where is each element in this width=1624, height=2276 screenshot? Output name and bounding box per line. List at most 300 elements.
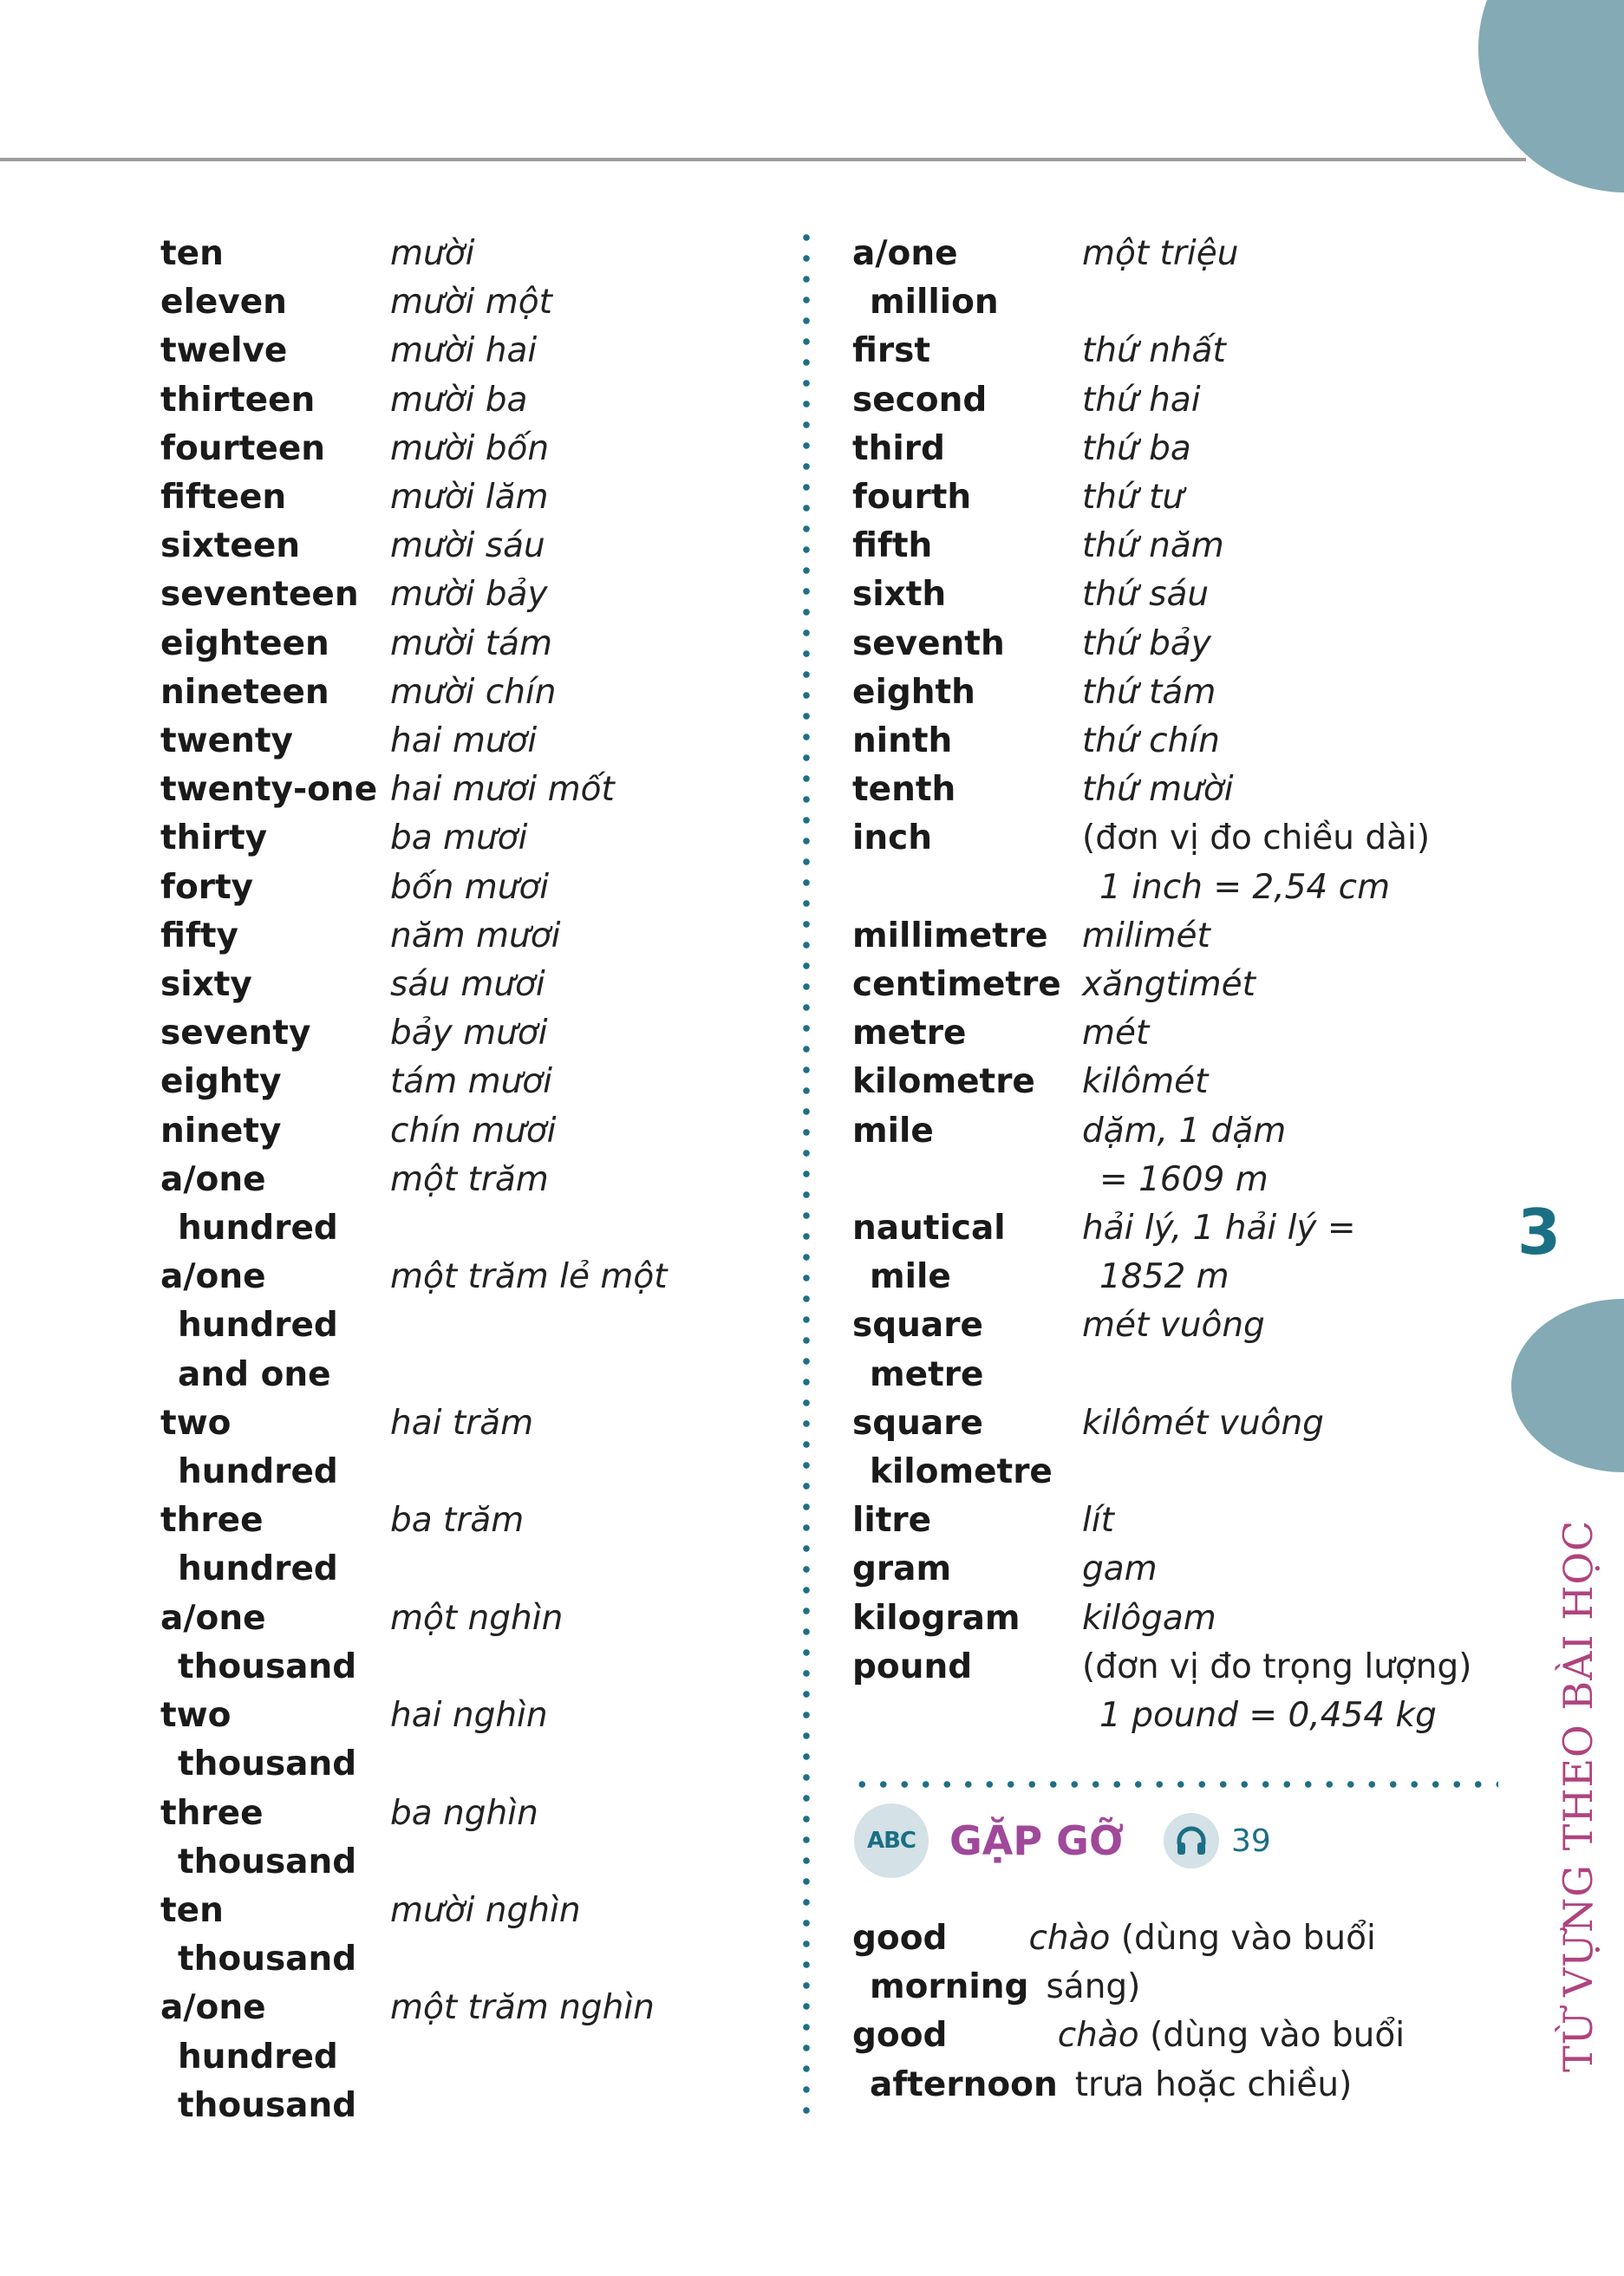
- english-term-line: a/one: [160, 1988, 266, 2028]
- english-term: [160, 230, 390, 278]
- column-divider: [803, 227, 810, 2122]
- vocab-entry: [160, 717, 767, 766]
- english-term-line: forty: [160, 867, 254, 907]
- english-term-line: ninety: [160, 1111, 282, 1151]
- vietnamese-translation: [1082, 425, 1191, 473]
- vietnamese-line: hai trăm: [390, 1403, 534, 1443]
- english-term-line: mile: [852, 1111, 934, 1151]
- vocab-entry: [852, 961, 1477, 1009]
- english-term-line: a/one: [160, 1257, 266, 1297]
- english-term: [160, 376, 390, 425]
- corner-decoration-circle: [1478, 0, 1624, 192]
- section-header: [854, 1803, 1271, 1878]
- vietnamese-line: kilômét: [1082, 1062, 1209, 1102]
- vietnamese-line: dặm, 1 dặm: [1082, 1111, 1287, 1151]
- english-term-line: seventy: [160, 1014, 311, 1053]
- vietnamese-translation: [390, 522, 545, 571]
- english-term-line: nautical: [852, 1209, 1006, 1249]
- english-term-line: thirty: [160, 818, 268, 858]
- english-term-line: second: [852, 380, 988, 420]
- abc-badge-icon: ABC: [854, 1803, 929, 1878]
- vocab-entry: [160, 1790, 767, 1887]
- english-term: [852, 327, 1082, 375]
- english-term: [852, 1545, 1082, 1594]
- english-term: [852, 717, 1082, 766]
- greeting-entry: [852, 2012, 1477, 2109]
- english-term-line: thirteen: [160, 380, 316, 420]
- vietnamese-line: thứ hai: [1082, 380, 1201, 420]
- vietnamese-translation: [390, 1253, 668, 1301]
- vocab-entry: [160, 1887, 767, 1984]
- vietnamese-translation: [1082, 522, 1224, 571]
- vietnamese-translation: [1058, 2012, 1405, 2109]
- english-term-line: eighth: [852, 672, 975, 712]
- vietnamese-translation: [1082, 1301, 1265, 1350]
- english-term: [160, 864, 390, 912]
- vietnamese-line: mười sáu: [390, 526, 545, 566]
- vietnamese-note: (dùng vào buổi: [1120, 1919, 1376, 1958]
- vocab-entry: [852, 912, 1477, 961]
- english-term: [852, 814, 1082, 863]
- english-term: [852, 1301, 1082, 1399]
- vietnamese-line: mười một: [390, 283, 552, 323]
- audio-track-number: 39: [1231, 1823, 1271, 1859]
- english-term: [160, 814, 390, 863]
- vietnamese-translation: [1082, 1643, 1471, 1740]
- english-term: [852, 1009, 1082, 1058]
- vietnamese-line: mười lăm: [390, 478, 549, 518]
- english-term-line: a/one: [160, 1159, 266, 1199]
- vietnamese-line: mét vuông: [1082, 1306, 1265, 1346]
- vietnamese-note: trưa hoặc chiều): [1074, 2064, 1353, 2104]
- vocab-entry: [160, 814, 767, 863]
- vietnamese-translation: [1082, 1107, 1286, 1204]
- english-term-line: ten: [160, 1890, 224, 1930]
- english-term-line: centimetre: [852, 965, 1061, 1005]
- english-term-line: mile: [870, 1257, 951, 1297]
- english-term-line: eighty: [160, 1062, 282, 1102]
- vocab-entry: [852, 522, 1477, 571]
- vocab-entry: [160, 1984, 767, 2130]
- vietnamese-translation: [390, 1156, 549, 1204]
- vietnamese-translation: [1082, 717, 1220, 766]
- english-term-line: hundred: [178, 2037, 338, 2077]
- vocab-entry: [852, 717, 1477, 766]
- vietnamese-translation: [1082, 620, 1211, 668]
- vietnamese-line: một trăm: [390, 1159, 549, 1199]
- english-term-line: litre: [852, 1501, 932, 1541]
- english-term-line: three: [160, 1501, 264, 1541]
- english-term-line: seventh: [852, 623, 1005, 663]
- english-term-line: seventeen: [160, 575, 359, 615]
- vietnamese-line: mười bốn: [390, 428, 550, 468]
- vocab-entry: [160, 1595, 767, 1692]
- english-term-line: and one: [178, 1354, 331, 1394]
- vietnamese-translation: [1082, 961, 1256, 1009]
- vocab-entry: [160, 1399, 767, 1497]
- vietnamese-translation: [390, 961, 545, 1009]
- english-term: [852, 376, 1082, 425]
- vietnamese-line: một trăm nghìn: [390, 1988, 655, 2028]
- vietnamese-lead: chào: [1057, 2016, 1139, 2056]
- vocab-entry: [160, 1497, 767, 1594]
- english-term-line: twenty-one: [160, 770, 378, 810]
- section-divider: [851, 1781, 1498, 1788]
- english-term: [160, 1399, 390, 1497]
- vocab-entry: [160, 278, 767, 327]
- vietnamese-line: mười hai: [390, 331, 538, 371]
- vocab-entry: [852, 1643, 1477, 1740]
- english-term: [852, 1107, 1082, 1156]
- english-term: [160, 668, 390, 717]
- vietnamese-line: bốn mươi: [390, 867, 550, 907]
- header-rule: [0, 158, 1526, 161]
- vocab-entry: [160, 1156, 767, 1253]
- vietnamese-line: mười nghìn: [390, 1890, 581, 1930]
- english-term-line: two: [160, 1403, 232, 1443]
- english-term-line: kilogram: [852, 1598, 1021, 1638]
- vocab-entry: [852, 473, 1477, 522]
- english-term-line: eleven: [160, 283, 287, 323]
- english-term: [852, 2012, 1058, 2109]
- vietnamese-translation: [390, 1692, 548, 1740]
- vocab-entry: [160, 961, 767, 1009]
- vocab-entry: [160, 376, 767, 425]
- vocab-entry: [852, 766, 1477, 814]
- vietnamese-translation: [1082, 1497, 1114, 1545]
- vietnamese-translation: [1082, 1545, 1158, 1594]
- english-term: [160, 717, 390, 766]
- english-term-line: ten: [160, 234, 224, 273]
- english-term: [852, 1399, 1082, 1497]
- vietnamese-line: kilômét vuông: [1082, 1403, 1324, 1443]
- english-term-line: first: [852, 331, 930, 371]
- english-term: [160, 620, 390, 668]
- vietnamese-line: thứ sáu: [1082, 575, 1210, 615]
- vietnamese-translation: [1082, 1009, 1149, 1058]
- english-term-line: sixteen: [160, 526, 301, 566]
- vietnamese-lead: chào: [1028, 1919, 1111, 1958]
- english-term: [160, 522, 390, 571]
- chapter-number: 3: [1517, 1196, 1562, 1268]
- vocab-entry: [852, 668, 1477, 717]
- english-term: [160, 1107, 390, 1156]
- english-term: [160, 1887, 390, 1984]
- vocab-entry: [852, 620, 1477, 668]
- vietnamese-translation: [1082, 766, 1234, 814]
- vietnamese-line: mười tám: [390, 623, 552, 663]
- vietnamese-line: sáu mươi: [390, 965, 545, 1005]
- vietnamese-line: thứ năm: [1082, 526, 1224, 566]
- english-term-line: thousand: [178, 2085, 357, 2125]
- english-term: [160, 425, 390, 473]
- english-term: [160, 1009, 390, 1058]
- english-term-line: fifth: [852, 526, 933, 566]
- vietnamese-line: một trăm lẻ một: [390, 1257, 668, 1297]
- english-term-line: fourteen: [160, 428, 326, 468]
- english-term-line: thousand: [178, 1647, 357, 1686]
- headphones-icon[interactable]: [1164, 1813, 1219, 1868]
- english-term: [852, 522, 1082, 571]
- english-term-line: metre: [870, 1354, 984, 1394]
- english-term-line: fifteen: [160, 478, 287, 518]
- vocab-entry: [160, 1253, 767, 1399]
- vietnamese-line: thứ chín: [1082, 721, 1220, 761]
- vietnamese-line: mười chín: [390, 672, 557, 712]
- vietnamese-translation: [1082, 571, 1209, 619]
- vietnamese-translation: [390, 1887, 581, 1935]
- vietnamese-translation: [390, 327, 537, 375]
- vietnamese-line: hai mươi: [390, 721, 538, 761]
- vietnamese-line: 1852 m: [1099, 1257, 1229, 1297]
- vocab-entry: [852, 1204, 1477, 1301]
- section-title: GẶP GỠ: [949, 1817, 1125, 1864]
- vocab-entry: [852, 571, 1477, 619]
- vietnamese-line: thứ ba: [1082, 428, 1191, 468]
- vocab-entry: [852, 327, 1477, 375]
- english-term: [160, 1253, 390, 1399]
- english-term-line: fourth: [852, 478, 972, 518]
- english-term-line: millimetre: [852, 916, 1048, 955]
- vietnamese-translation: [390, 912, 560, 961]
- vietnamese-translation: [390, 864, 549, 912]
- vietnamese-line: gam: [1082, 1549, 1158, 1589]
- english-term: [852, 1497, 1082, 1545]
- vietnamese-note: sáng): [1046, 1967, 1141, 2007]
- english-term: [160, 766, 390, 814]
- vietnamese-line: thứ nhất: [1082, 331, 1226, 371]
- vocab-entry: [160, 766, 767, 814]
- vietnamese-translation: [1082, 230, 1238, 278]
- vietnamese-translation: [390, 1790, 538, 1838]
- english-term: [852, 1204, 1082, 1301]
- english-term-line: kilometre: [852, 1062, 1035, 1102]
- vietnamese-translation: [1082, 1058, 1208, 1106]
- english-term-line: hundred: [178, 1209, 338, 1249]
- english-term-line: gram: [852, 1549, 952, 1589]
- english-term-line: good: [852, 1919, 948, 1958]
- english-term-line: three: [160, 1793, 264, 1833]
- english-term: [160, 1595, 390, 1692]
- vietnamese-line: kilôgam: [1082, 1598, 1216, 1638]
- english-term-line: hundred: [178, 1549, 338, 1589]
- vocab-entry: [852, 1497, 1477, 1545]
- english-term-line: square: [852, 1403, 983, 1443]
- vietnamese-line: mét: [1082, 1014, 1150, 1053]
- vocab-list-right: [852, 230, 1477, 1740]
- vocab-entry: [160, 864, 767, 912]
- vietnamese-translation: [1082, 668, 1216, 717]
- vietnamese-translation: [390, 1009, 548, 1058]
- vietnamese-line: ba trăm: [390, 1501, 525, 1541]
- vietnamese-line: 1 inch = 2,54 cm: [1099, 867, 1391, 907]
- vietnamese-line: ba mươi: [390, 818, 528, 858]
- english-term: [852, 1914, 1028, 2012]
- vietnamese-line: hai nghìn: [390, 1696, 548, 1736]
- vietnamese-translation: [1082, 1399, 1324, 1448]
- vocab-entry: [160, 522, 767, 571]
- english-term: [852, 1643, 1082, 1692]
- vietnamese-translation: [390, 766, 615, 814]
- english-term-line: thousand: [178, 1842, 357, 1881]
- english-term: [160, 327, 390, 375]
- english-term-line: kilometre: [870, 1452, 1053, 1492]
- vietnamese-translation: [1082, 473, 1184, 522]
- vietnamese-translation: [390, 717, 537, 766]
- vietnamese-line: thứ tư: [1082, 478, 1184, 518]
- vietnamese-translation: [390, 1107, 557, 1156]
- vietnamese-line: 1 pound = 0,454 kg: [1099, 1696, 1437, 1736]
- vietnamese-translation: [390, 1399, 533, 1448]
- english-term: [852, 1058, 1082, 1106]
- vietnamese-line: milimét: [1082, 916, 1210, 955]
- vocab-entry: [160, 1107, 767, 1156]
- vietnamese-line: tám mươi: [390, 1062, 552, 1102]
- english-term: [160, 278, 390, 327]
- english-term-line: two: [160, 1696, 232, 1736]
- english-term-line: nineteen: [160, 672, 329, 712]
- vietnamese-line: bảy mươi: [390, 1014, 548, 1053]
- vietnamese-translation: [390, 814, 527, 863]
- english-term: [160, 1692, 390, 1789]
- english-term-line: morning: [870, 1967, 1029, 2007]
- english-term-line: ninth: [852, 721, 953, 761]
- vietnamese-line: thứ tám: [1082, 672, 1216, 712]
- vietnamese-translation: [390, 376, 527, 425]
- english-term-line: a/one: [160, 1598, 266, 1638]
- vietnamese-translation: [390, 230, 474, 278]
- vietnamese-line: = 1609 m: [1099, 1159, 1269, 1199]
- vietnamese-line: một triệu: [1082, 234, 1239, 273]
- vietnamese-translation: [1028, 1914, 1375, 2012]
- english-term: [852, 620, 1082, 668]
- vocab-entry: [852, 1009, 1477, 1058]
- english-term: [852, 571, 1082, 619]
- vietnamese-translation: [1082, 912, 1210, 961]
- vocab-entry: [160, 668, 767, 717]
- english-term-line: inch: [852, 818, 933, 858]
- vietnamese-translation: [390, 425, 549, 473]
- vocab-entry: [852, 376, 1477, 425]
- vietnamese-translation: [390, 473, 549, 522]
- vocab-entry: [852, 230, 1477, 327]
- english-term-line: afternoon: [870, 2064, 1058, 2104]
- vietnamese-line: ba nghìn: [390, 1793, 538, 1833]
- english-term-line: fifty: [160, 916, 238, 955]
- vietnamese-line: thứ mười: [1082, 770, 1234, 810]
- english-term-line: twelve: [160, 331, 288, 371]
- vietnamese-translation: [390, 1984, 655, 2032]
- vietnamese-translation: [390, 1497, 524, 1545]
- vietnamese-line: mười bảy: [390, 575, 548, 615]
- vocab-entry: [852, 814, 1477, 911]
- vocab-entry: [852, 1545, 1477, 1594]
- english-term: [160, 1156, 390, 1253]
- english-term-line: good: [852, 2016, 948, 2056]
- english-term: [852, 473, 1082, 522]
- vietnamese-translation: [1082, 814, 1430, 911]
- vietnamese-line: hai mươi mốt: [390, 770, 615, 810]
- vocab-entry: [852, 1107, 1477, 1204]
- english-term: [160, 473, 390, 522]
- english-term: [852, 961, 1082, 1009]
- english-term-line: square: [852, 1306, 983, 1346]
- english-term: [160, 1497, 390, 1594]
- english-term-line: hundred: [178, 1452, 338, 1492]
- english-term: [852, 425, 1082, 473]
- english-term-line: sixth: [852, 575, 947, 615]
- english-term-line: third: [852, 428, 945, 468]
- english-term-line: pound: [852, 1647, 973, 1686]
- vietnamese-translation: [390, 278, 552, 327]
- vietnamese-line: chín mươi: [390, 1111, 557, 1151]
- vocab-entry: [160, 620, 767, 668]
- english-term-line: tenth: [852, 770, 956, 810]
- english-term-line: sixty: [160, 965, 252, 1005]
- english-term: [160, 912, 390, 961]
- vocab-entry: [160, 473, 767, 522]
- english-term: [852, 230, 1082, 327]
- vocab-entry: [852, 1058, 1477, 1106]
- vietnamese-line: xăngtimét: [1082, 965, 1256, 1005]
- vietnamese-line: mười ba: [390, 380, 528, 420]
- english-term: [160, 1790, 390, 1887]
- vocab-entry: [852, 1301, 1477, 1399]
- vietnamese-translation: [1082, 1204, 1356, 1301]
- english-term: [160, 961, 390, 1009]
- vocab-entry: [852, 425, 1477, 473]
- english-term-line: hundred: [178, 1306, 338, 1346]
- vietnamese-translation: [390, 571, 548, 619]
- vocab-entry: [852, 1399, 1477, 1497]
- vocab-entry: [160, 230, 767, 278]
- english-term-line: metre: [852, 1014, 967, 1053]
- english-term: [160, 571, 390, 619]
- english-term: [160, 1058, 390, 1106]
- english-term-line: eighteen: [160, 623, 329, 663]
- vietnamese-translation: [390, 668, 557, 717]
- english-term: [852, 668, 1082, 717]
- english-term-line: thousand: [178, 1744, 357, 1784]
- english-term: [852, 912, 1082, 961]
- side-decoration-circle: [1511, 1299, 1624, 1472]
- vietnamese-note: (dùng vào buổi: [1150, 2016, 1406, 2056]
- vietnamese-line: hải lý, 1 hải lý =: [1082, 1209, 1356, 1249]
- vietnamese-line: năm mươi: [390, 916, 561, 955]
- english-term-line: a/one: [852, 234, 958, 273]
- vocab-entry: [160, 1009, 767, 1058]
- vocab-entry: [160, 425, 767, 473]
- vietnamese-line: lít: [1082, 1501, 1114, 1541]
- english-term-line: twenty: [160, 721, 293, 761]
- vietnamese-translation: [390, 1595, 563, 1643]
- greeting-entry: [852, 1914, 1477, 2012]
- vocab-entry: [852, 1595, 1477, 1643]
- vocab-list-left: [160, 230, 767, 2130]
- vietnamese-line: (đơn vị đo trọng lượng): [1082, 1647, 1472, 1686]
- vocab-entry: [160, 1692, 767, 1789]
- vietnamese-translation: [1082, 376, 1201, 425]
- vietnamese-translation: [390, 1058, 552, 1106]
- chapter-side-title: TỪ VỰNG THEO BÀI HỌC: [1555, 1519, 1601, 2072]
- vocab-entry: [160, 327, 767, 375]
- greetings-list: [852, 1914, 1477, 2110]
- vietnamese-line: một nghìn: [390, 1598, 564, 1638]
- vietnamese-translation: [1082, 1595, 1216, 1643]
- vietnamese-line: (đơn vị đo chiều dài): [1082, 818, 1431, 858]
- vocab-entry: [160, 1058, 767, 1106]
- vocab-entry: [160, 912, 767, 961]
